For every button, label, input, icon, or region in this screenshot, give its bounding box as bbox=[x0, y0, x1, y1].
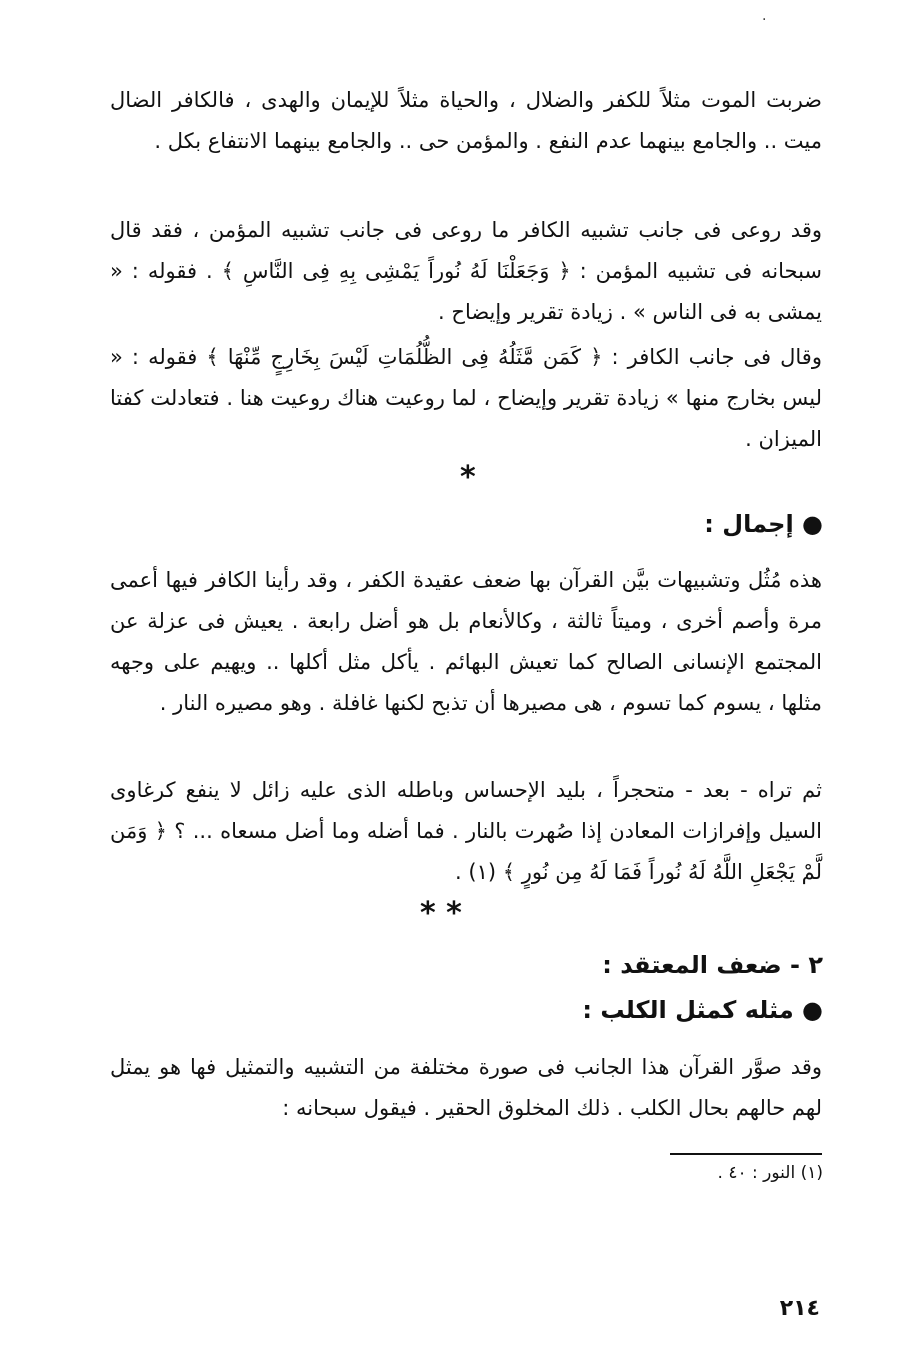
paragraph-believer-simile bbox=[110, 210, 822, 333]
heading-weak-belief: ٢ - ضعف المعتقد : bbox=[602, 951, 823, 979]
heading-summary: ● إجمال : bbox=[704, 510, 823, 538]
paragraph-disbeliever-simile bbox=[110, 337, 822, 460]
footnote-divider bbox=[670, 1153, 822, 1155]
paragraph-summary bbox=[110, 560, 822, 724]
section-separator: * bbox=[460, 460, 476, 495]
page-number: ٢١٤ bbox=[779, 1296, 820, 1321]
heading-dog-example: ● مثله كمثل الكلب : bbox=[582, 996, 823, 1024]
paragraph-hardened-heart bbox=[110, 770, 822, 893]
paragraph-text: وقد روعى فى جانب تشبيه الكافر ما روعى فى جانب تشبيه المؤمن ، فقد قال سبحانه فى تشبيه المؤمن : ﴿ وَجَعَلْنَا لَهُ نُوراً يَمْشِى بِهِ فِى النَّاسِ ﴾ . فقوله : « يمشى به فى الناس » . زيادة تقرير وإيضاح . bbox=[110, 218, 822, 324]
paragraph-dog-simile bbox=[110, 1047, 822, 1129]
paragraph-text: ثم تراه - بعد - متحجراً ، بليد الإحساس وباطله الذى عليه زائل لا ينفع كرغاوى السيل وإفرازات المعادن إذا صُهرت بالنار . فما أضله وما أضل مسعاه ... ؟ ﴿ وَمَن لَّمْ يَجْعَلِ اللَّهُ لَهُ نُوراً فَمَا لَهُ مِن نُورٍ ﴾ (١) . bbox=[110, 778, 822, 884]
paragraph-text: وقد صوَّر القرآن هذا الجانب فى صورة مختلفة من التشبيه والتمثيل فها هو يمثل لهم حالهم بحال الكلب . ذلك المخلوق الحقير . فيقول سبحانه : bbox=[110, 1055, 822, 1120]
section-separator-double: * * bbox=[420, 896, 462, 931]
paragraph-text: وقال فى جانب الكافر : ﴿ كَمَن مَّثَلُهُ فِى الظُّلُمَاتِ لَيْسَ بِخَارِجٍ مِّنْهَا ﴾ فقوله : « ليس بخارج منها » زيادة تقرير وإيضاح ، لما روعيت هناك روعيت هنا . فتعادلت كفتا الميزان . bbox=[110, 345, 822, 451]
paragraph-text: ضربت الموت مثلاً للكفر والضلال ، والحياة مثلاً للإيمان والهدى ، فالكافر الضال ميت .. والجامع بينهما عدم النفع . والمؤمن حى .. والجامع بينهما الانتفاع بكل . bbox=[110, 88, 822, 153]
corner-mark: · bbox=[762, 12, 767, 28]
paragraph-death-life-metaphor bbox=[110, 80, 822, 162]
paragraph-text: هذه مُثُل وتشبيهات بيَّن القرآن بها ضعف عقيدة الكفر ، وقد رأينا الكافر فيها أعمى مرة وأصم أخرى ، وميتاً ثالثة ، وكالأنعام بل هو أضل رابعة . يعيش فى عزلة عن المجتمع الإنسانى الصالح كما تعيش البهائم . يأكل مثل أكلها .. ويهيم على وجهه مثلها ، يسوم كما تسوم ، هى مصيرها أن تذبح لكنها غافلة . وهو مصيره النار . bbox=[110, 568, 822, 715]
footnote: (١) النور : ٤٠ . bbox=[717, 1163, 823, 1183]
